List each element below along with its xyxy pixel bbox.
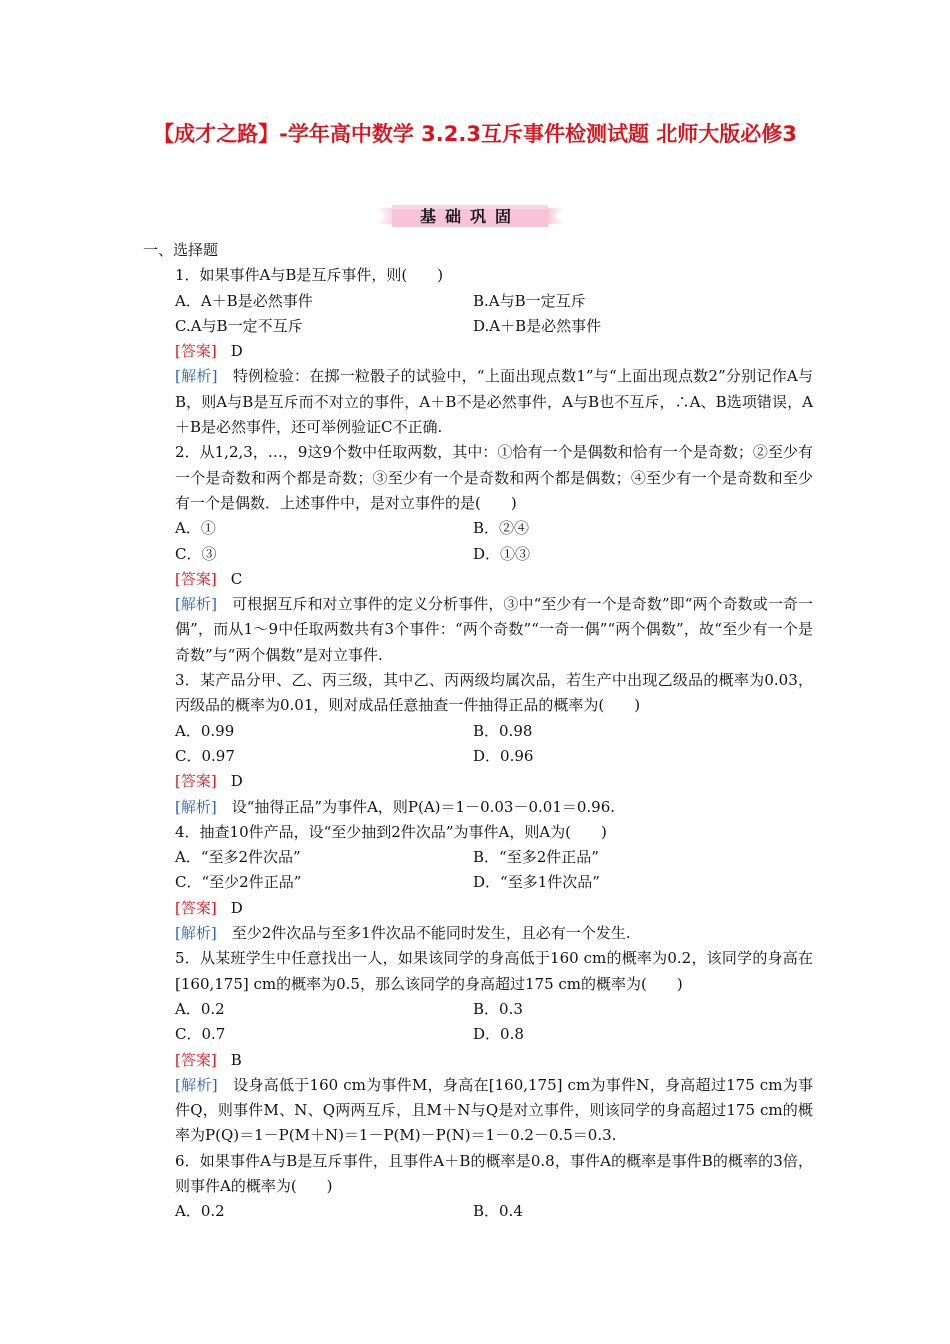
explanation-text: 至少2件次品与至多1件次品不能同时发生，且必有一个发生. <box>231 924 631 943</box>
answer-label: [答案] <box>175 342 217 361</box>
answer-label: [答案] <box>175 569 217 588</box>
explanation <box>143 921 813 946</box>
option: C.A与B一定不互斥 <box>175 316 303 335</box>
explanation <box>143 364 813 440</box>
section-banner <box>370 203 570 229</box>
explanation <box>143 1073 813 1149</box>
options-row <box>143 516 813 541</box>
options-row <box>143 1022 813 1047</box>
question-stem: 3．某产品分甲、乙、丙三级，其中乙、丙两级均属次品，若生产中出现乙级品的概率为0.03，丙级品的概率为0.01，则对成品任意抽查一件抽得正品的概率为( ) <box>175 671 813 715</box>
section-heading: 一、选择题 <box>143 241 219 259</box>
explanation-label: [解析] <box>175 595 217 614</box>
answer-value: C <box>230 569 243 588</box>
question-stem: 5．从某班学生中任意找出一人，如果该同学的身高低于160 cm的概率为0.2，该同学的身高在[160,175] cm的概率为0.5，那么该同学的身高超过175 cm的概率为( ) <box>175 949 813 993</box>
document-title: 【成才之路】-学年高中数学 3.2.3互斥事件检测试题 北师大版必修3 <box>153 122 797 146</box>
option: B．0.3 <box>473 999 523 1018</box>
options-row <box>143 542 813 567</box>
question-stem: 1．如果事件A与B是互斥事件，则( ) <box>175 266 444 285</box>
option: C．③ <box>175 544 217 563</box>
question-stem: 6．如果事件A与B是互斥事件，且事件A＋B的概率是0.8，事件A的概率是事件B的概率的3倍，则事件A的概率为( ) <box>175 1151 813 1195</box>
explanation-label: [解析] <box>175 367 218 386</box>
explanation-label: [解析] <box>175 797 217 816</box>
options-row <box>143 719 813 744</box>
option: C．0.7 <box>175 1025 226 1044</box>
option: D.A＋B是必然事件 <box>473 316 602 335</box>
answer-label: [答案] <box>175 1050 217 1069</box>
explanation-text: 设“抽得正品”为事件A，则P(A)＝1－0.03－0.01＝0.96. <box>231 797 616 816</box>
options-row <box>143 870 813 895</box>
option: A．0.99 <box>175 721 235 740</box>
answer-line <box>143 769 813 794</box>
question-stem: 4．抽查10件产品，设“至少抽到2件次品”为事件A，则A为( ) <box>175 822 607 841</box>
document-body <box>143 238 813 1225</box>
option: D．“至多1件次品” <box>473 873 600 892</box>
option: A．0.2 <box>175 999 225 1018</box>
answer-value: D <box>230 342 243 361</box>
option: B．0.98 <box>473 721 533 740</box>
explanation-text: 特例检验：在掷一粒骰子的试验中，“上面出现点数1”与“上面出现点数2”分别记作A与B，则A与B是互斥而不对立的事件，A＋B不是必然事件，A与B也不互斥，∴A、B选项错误，A＋B是必然事件，还可举例验证C不正确. <box>175 367 813 437</box>
options-row <box>143 845 813 870</box>
banner-label: 基础巩固 <box>419 207 520 226</box>
answer-line <box>143 1048 813 1073</box>
options-row <box>143 744 813 769</box>
option: D．0.8 <box>473 1025 524 1044</box>
option: D．①③ <box>473 544 531 563</box>
option: B．“至多2件正品” <box>473 848 599 867</box>
option: B．0.4 <box>473 1202 523 1221</box>
option: C．0.97 <box>175 746 235 765</box>
question-stem: 2．从1,2,3，…，9这9个数中任取两数，其中：①恰有一个是偶数和恰有一个是奇数；②至少有一个是奇数和两个都是奇数；③至少有一个是奇数和两个都是偶数；④至少有一个是奇数和至少有一个是偶数．上述事件中，是对立事件的是( ) <box>175 443 813 512</box>
options-row <box>143 1199 813 1224</box>
option: D．0.96 <box>473 746 534 765</box>
option: A．0.2 <box>175 1202 225 1221</box>
explanation <box>143 795 813 820</box>
answer-label: [答案] <box>175 772 217 791</box>
option: C．“至少2件正品” <box>175 873 302 892</box>
option: B.A与B一定互斥 <box>473 291 586 310</box>
options-row <box>143 289 813 314</box>
option: A．“至多2件次品” <box>175 848 301 867</box>
options-row <box>143 314 813 339</box>
answer-label: [答案] <box>175 898 217 917</box>
explanation-text: 设身高低于160 cm为事件M，身高在[160,175] cm为事件N，身高超过175 cm为事件Q，则事件M、N、Q两两互斥，且M＋N与Q是对立事件，则该同学的身高超过175 cm的概率为P(Q)＝1－P(M＋N)＝1－P(M)－P(N)＝1－0.2－0.5＝0.3. <box>175 1075 813 1145</box>
explanation-label: [解析] <box>175 1075 218 1094</box>
answer-line <box>143 567 813 592</box>
answer-value: D <box>230 772 243 791</box>
options-row <box>143 997 813 1022</box>
answer-value: B <box>230 1050 242 1069</box>
explanation <box>143 592 813 668</box>
option: A．A＋B是必然事件 <box>175 291 313 310</box>
option: A．① <box>175 519 216 538</box>
answer-line <box>143 896 813 921</box>
option: B．②④ <box>473 519 530 538</box>
explanation-label: [解析] <box>175 924 217 943</box>
answer-line <box>143 339 813 364</box>
answer-value: D <box>230 898 243 917</box>
explanation-text: 可根据互斥和对立事件的定义分析事件，③中“至少有一个是奇数”即“两个奇数或一奇一偶”，而从1～9中任取两数共有3个事件：“两个奇数”“一奇一偶”“两个偶数”，故“至少有一个是奇数”与“两个偶数”是对立事件. <box>175 595 813 664</box>
